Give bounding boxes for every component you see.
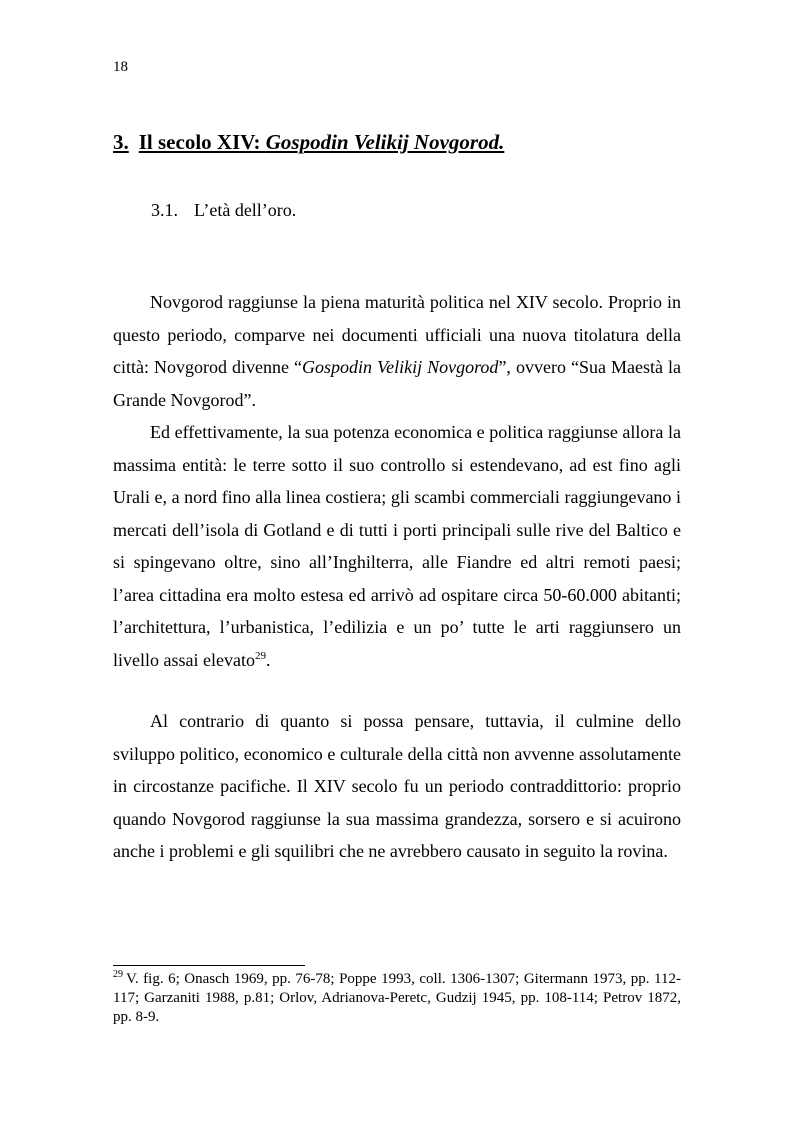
- footnote-text: V. fig. 6; Onasch 1969, pp. 76-78; Poppe 1993, coll. 1306-1307; Gitermann 1973, pp. 112-117; Garzaniti 1988, p.81; Orlov, Adrianova-Peretc, Gudzij 1945, pp. 108-114; Petrov 1872, pp. 8-9.: [113, 971, 681, 1025]
- page-number: 18: [113, 59, 128, 75]
- section-number: 3.1.: [151, 200, 178, 220]
- paragraph-2: [113, 416, 681, 676]
- paragraph-1: [113, 286, 681, 416]
- footnote-separator: [113, 965, 305, 966]
- chapter-number: 3.: [113, 130, 129, 154]
- chapter-title-plain: Il secolo XIV:: [138, 130, 266, 154]
- section-title: L’età dell’oro.: [194, 200, 297, 220]
- paragraph-1-italic-title: Gospodin Velikij Novgorod: [302, 357, 499, 377]
- paragraph-1-text-end: ”, ovvero “Sua Maestà la Grande Novgorod”.: [113, 357, 681, 410]
- paragraph-2-end: .: [265, 649, 271, 670]
- chapter-title: [113, 130, 504, 154]
- paragraph-1-text-start: Novgorod raggiunse la piena maturità politica nel XIV secolo. Proprio in questo periodo, comparve nei documenti ufficiali una nuova titolatura della città: Novgorod divenne “: [113, 292, 681, 377]
- chapter-title-italic: Gospodin Velikij Novgorod.: [265, 130, 505, 154]
- section-heading: [151, 199, 296, 221]
- footnote-reference[interactable]: 29: [254, 649, 266, 662]
- footnote: [113, 970, 681, 1027]
- footnote-number: 29: [113, 969, 123, 980]
- paragraph-3: [113, 705, 681, 868]
- paragraph-3-text: Al contrario di quanto si possa pensare, tuttavia, il culmine dello sviluppo politico, economico e culturale della città non avvenne assolutamente in circostanze pacifiche. Il XIV secolo fu un periodo contraddittorio: proprio quando Novgorod raggiunse la sua massima grandezza, sorsero e si acuirono anche i problemi e gli squilibri che ne avrebbero causato in seguito la rovina.: [113, 711, 681, 861]
- paragraph-2-text: Ed effettivamente, la sua potenza economica e politica raggiunse allora la massima entità: le terre sotto il suo controllo si estendevano, ad est fino agli Urali e, a nord fino alla linea costiera; gli scambi commerciali raggiungevano i mercati dell’isola di Gotland e di tutti i porti principali sulle rive del Baltico e si spingevano oltre, sino all’Inghilterra, alle Fiandre ed altri remoti paesi; l’area cittadina era molto estesa ed arrivò ad ospitare circa 50-60.000 abitanti; l’architettura, l’urbanistica, l’edilizia e un po’ tutte le arti raggiunsero un livello assai elevato: [113, 422, 681, 670]
